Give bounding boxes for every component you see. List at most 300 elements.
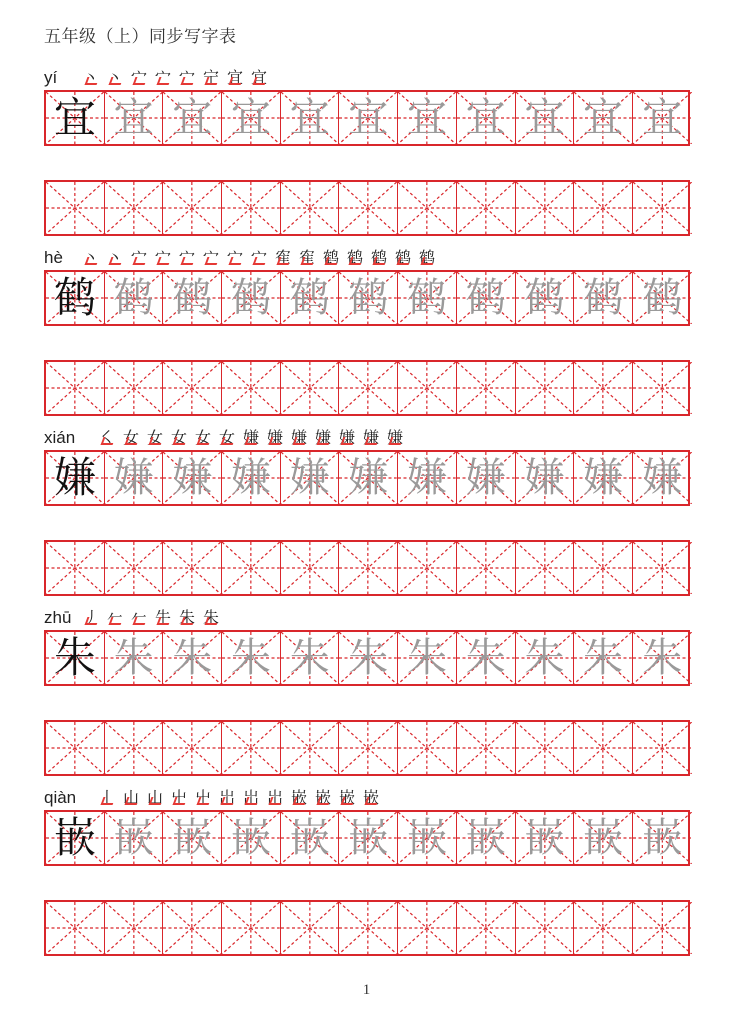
- practice-cell[interactable]: [339, 542, 398, 594]
- stroke-step: 女: [120, 428, 142, 448]
- pinyin-stroke-row: [44, 242, 690, 268]
- stroke-step: 宀: [200, 248, 222, 268]
- mi-grid-guides: [339, 542, 397, 594]
- practice-grid-row: [44, 540, 690, 596]
- model-character-cell[interactable]: [46, 452, 105, 504]
- mi-grid-guides: [163, 902, 221, 954]
- mi-grid-guides: [633, 542, 692, 594]
- tracing-character: 朱: [524, 635, 565, 681]
- mi-grid-guides: [163, 722, 221, 774]
- tracing-cell[interactable]: [574, 92, 633, 144]
- tracing-cell[interactable]: [163, 632, 222, 684]
- practice-cell[interactable]: [281, 902, 340, 954]
- tracing-cell[interactable]: [457, 92, 516, 144]
- tracing-cell[interactable]: [633, 812, 692, 864]
- tracing-cell[interactable]: [105, 632, 164, 684]
- practice-cell[interactable]: [398, 722, 457, 774]
- stroke-step: 嵌: [312, 788, 334, 808]
- tracing-cell[interactable]: [457, 272, 516, 324]
- mi-grid-guides: [281, 902, 339, 954]
- practice-cell[interactable]: [46, 182, 105, 234]
- tracing-character: 宜: [524, 95, 565, 141]
- tracing-cell[interactable]: [105, 92, 164, 144]
- mi-grid-guides: [633, 362, 692, 414]
- stroke-step: 𠂉: [104, 608, 126, 628]
- tracing-cell[interactable]: [574, 452, 633, 504]
- tracing-cell[interactable]: [398, 92, 457, 144]
- pinyin-label: zhū: [44, 608, 72, 627]
- tracing-cell[interactable]: [516, 632, 575, 684]
- practice-cell[interactable]: [633, 902, 692, 954]
- stroke-step: 屮: [192, 788, 214, 808]
- mi-grid-guides: [222, 362, 280, 414]
- tracing-cell[interactable]: [222, 632, 281, 684]
- tracing-grid-row: [44, 90, 690, 146]
- character-block: [44, 242, 690, 416]
- tracing-character: 嫌: [583, 455, 624, 501]
- tracing-character: 宜: [113, 95, 154, 141]
- tracing-character: 鹤: [289, 275, 330, 321]
- stroke-step: 嫌: [360, 428, 382, 448]
- mi-grid-guides: [574, 902, 632, 954]
- tracing-cell[interactable]: [398, 632, 457, 684]
- tracing-character: 嫌: [406, 455, 447, 501]
- stroke-step: 宀: [152, 248, 174, 268]
- model-character: 嵌: [53, 813, 96, 862]
- stroke-step: 丶: [104, 248, 126, 268]
- tracing-character: 朱: [113, 635, 154, 681]
- tracing-character: 鹤: [406, 275, 447, 321]
- practice-cell[interactable]: [281, 182, 340, 234]
- stroke-step: 嫌: [312, 428, 334, 448]
- tracing-character: 鹤: [230, 275, 271, 321]
- mi-grid-guides: [457, 722, 515, 774]
- tracing-cell[interactable]: [633, 272, 692, 324]
- tracing-character: 鹤: [465, 275, 506, 321]
- mi-grid-guides: [398, 362, 456, 414]
- tracing-cell[interactable]: [516, 452, 575, 504]
- tracing-character: 鹤: [583, 275, 624, 321]
- practice-cell[interactable]: [105, 182, 164, 234]
- mi-grid-guides: [516, 362, 574, 414]
- stroke-order-sequence: [80, 248, 438, 268]
- tracing-cell[interactable]: [281, 452, 340, 504]
- stroke-step: 女: [144, 428, 166, 448]
- mi-grid-guides: [163, 542, 221, 594]
- mi-grid-guides: [457, 182, 515, 234]
- pinyin-label: hè: [44, 248, 63, 267]
- tracing-character: 宜: [230, 95, 271, 141]
- tracing-cell[interactable]: [281, 92, 340, 144]
- practice-cell[interactable]: [105, 902, 164, 954]
- tracing-character: 朱: [406, 635, 447, 681]
- tracing-cell[interactable]: [398, 272, 457, 324]
- mi-grid-guides: [457, 542, 515, 594]
- stroke-step: 嫌: [336, 428, 358, 448]
- page-number: 1: [362, 982, 371, 998]
- practice-cell[interactable]: [457, 722, 516, 774]
- tracing-cell[interactable]: [339, 452, 398, 504]
- character-block: [44, 602, 690, 776]
- stroke-step: 朱: [200, 608, 222, 628]
- practice-cell[interactable]: [457, 362, 516, 414]
- stroke-order-sequence: [80, 608, 222, 628]
- tracing-character: 鹤: [524, 275, 565, 321]
- tracing-cell[interactable]: [163, 92, 222, 144]
- stroke-step: 宀: [128, 68, 150, 88]
- practice-cell[interactable]: [46, 722, 105, 774]
- practice-cell[interactable]: [281, 722, 340, 774]
- stroke-step: 宀: [176, 68, 198, 88]
- tracing-character: 嵌: [524, 815, 565, 861]
- mi-grid-guides: [46, 722, 104, 774]
- mi-grid-guides: [574, 182, 632, 234]
- practice-grid-row: [44, 720, 690, 776]
- practice-cell[interactable]: [574, 902, 633, 954]
- model-character-cell[interactable]: [46, 632, 105, 684]
- practice-cell[interactable]: [222, 542, 281, 594]
- pinyin-stroke-row: [44, 422, 690, 448]
- tracing-character: 宜: [465, 95, 506, 141]
- practice-cell[interactable]: [398, 902, 457, 954]
- stroke-step: 隺: [272, 248, 294, 268]
- stroke-step: 鹤: [392, 248, 414, 268]
- character-block: [44, 422, 690, 596]
- model-character: 朱: [53, 633, 96, 682]
- tracing-cell[interactable]: [339, 92, 398, 144]
- mi-grid-guides: [281, 182, 339, 234]
- practice-cell[interactable]: [222, 902, 281, 954]
- practice-cell[interactable]: [633, 362, 692, 414]
- tracing-cell[interactable]: [222, 812, 281, 864]
- tracing-grid-row: [44, 450, 690, 506]
- mi-grid-guides: [339, 902, 397, 954]
- stroke-step: 宜: [248, 68, 270, 88]
- practice-grid-row: [44, 360, 690, 416]
- practice-cell[interactable]: [574, 182, 633, 234]
- practice-cell[interactable]: [105, 722, 164, 774]
- tracing-cell[interactable]: [222, 452, 281, 504]
- practice-cell[interactable]: [516, 902, 575, 954]
- stroke-step: 鹤: [344, 248, 366, 268]
- practice-cell[interactable]: [633, 542, 692, 594]
- mi-grid-guides: [46, 182, 104, 234]
- pinyin-stroke-row: [44, 602, 690, 628]
- mi-grid-guides: [46, 902, 104, 954]
- stroke-step: 鹤: [416, 248, 438, 268]
- tracing-cell[interactable]: [457, 452, 516, 504]
- practice-cell[interactable]: [163, 542, 222, 594]
- stroke-step: 嵌: [336, 788, 358, 808]
- pinyin-label: yí: [44, 68, 58, 87]
- tracing-character: 朱: [583, 635, 624, 681]
- mi-grid-guides: [281, 722, 339, 774]
- practice-cell[interactable]: [633, 722, 692, 774]
- tracing-cell[interactable]: [633, 632, 692, 684]
- mi-grid-guides: [516, 902, 574, 954]
- tracing-character: 嵌: [465, 815, 506, 861]
- stroke-step: 宀: [152, 68, 174, 88]
- tracing-character: 朱: [289, 635, 330, 681]
- model-character: 宜: [53, 93, 96, 142]
- practice-cell[interactable]: [46, 542, 105, 594]
- stroke-step: 山: [120, 788, 142, 808]
- tracing-cell[interactable]: [339, 632, 398, 684]
- tracing-cell[interactable]: [222, 92, 281, 144]
- character-block: [44, 62, 690, 236]
- stroke-step: 丶: [80, 68, 102, 88]
- practice-cell[interactable]: [516, 362, 575, 414]
- practice-cell[interactable]: [339, 902, 398, 954]
- mi-grid-guides: [222, 542, 280, 594]
- tracing-cell[interactable]: [339, 272, 398, 324]
- mi-grid-guides: [105, 182, 163, 234]
- tracing-cell[interactable]: [163, 812, 222, 864]
- tracing-character: 嫌: [230, 455, 271, 501]
- practice-cell[interactable]: [516, 542, 575, 594]
- tracing-character: 嵌: [406, 815, 447, 861]
- pinyin-stroke-row: [44, 62, 690, 88]
- stroke-step: 岀: [216, 788, 238, 808]
- tracing-character: 嫌: [524, 455, 565, 501]
- stroke-step: 嫌: [240, 428, 262, 448]
- tracing-character: 宜: [172, 95, 213, 141]
- mi-grid-guides: [339, 722, 397, 774]
- mi-grid-guides: [633, 722, 692, 774]
- pinyin-label: qiàn: [44, 788, 77, 807]
- mi-grid-guides: [516, 722, 574, 774]
- pinyin-label: xián: [44, 428, 76, 447]
- mi-grid-guides: [105, 542, 163, 594]
- practice-grid-row: [44, 180, 690, 236]
- tracing-character: 朱: [172, 635, 213, 681]
- mi-grid-guides: [398, 722, 456, 774]
- tracing-character: 鹤: [172, 275, 213, 321]
- stroke-order-sequence: [96, 428, 406, 448]
- tracing-cell[interactable]: [222, 272, 281, 324]
- practice-cell[interactable]: [516, 182, 575, 234]
- practice-cell[interactable]: [339, 722, 398, 774]
- practice-cell[interactable]: [105, 362, 164, 414]
- stroke-step: 鹤: [368, 248, 390, 268]
- practice-cell[interactable]: [46, 902, 105, 954]
- mi-grid-guides: [105, 722, 163, 774]
- stroke-step: 女: [216, 428, 238, 448]
- tracing-grid-row: [44, 630, 690, 686]
- tracing-cell[interactable]: [574, 272, 633, 324]
- tracing-character: 朱: [465, 635, 506, 681]
- practice-cell[interactable]: [398, 182, 457, 234]
- tracing-character: 嫌: [465, 455, 506, 501]
- practice-cell[interactable]: [457, 182, 516, 234]
- mi-grid-guides: [574, 362, 632, 414]
- tracing-cell[interactable]: [105, 452, 164, 504]
- tracing-cell[interactable]: [516, 92, 575, 144]
- mi-grid-guides: [516, 182, 574, 234]
- tracing-cell[interactable]: [398, 452, 457, 504]
- tracing-cell[interactable]: [105, 812, 164, 864]
- mi-grid-guides: [457, 362, 515, 414]
- mi-grid-guides: [281, 542, 339, 594]
- practice-cell[interactable]: [46, 362, 105, 414]
- practice-grid-row: [44, 900, 690, 956]
- mi-grid-guides: [281, 362, 339, 414]
- practice-cell[interactable]: [339, 182, 398, 234]
- tracing-character: 宜: [642, 95, 683, 141]
- tracing-character: 嵌: [113, 815, 154, 861]
- tracing-character: 宜: [406, 95, 447, 141]
- stroke-step: 宀: [128, 248, 150, 268]
- practice-cell[interactable]: [163, 362, 222, 414]
- tracing-character: 鹤: [113, 275, 154, 321]
- practice-cell[interactable]: [574, 542, 633, 594]
- tracing-cell[interactable]: [516, 812, 575, 864]
- stroke-step: 丶: [80, 248, 102, 268]
- tracing-character: 嵌: [642, 815, 683, 861]
- stroke-step: 岀: [264, 788, 286, 808]
- stroke-step: 屮: [168, 788, 190, 808]
- tracing-character: 嵌: [230, 815, 271, 861]
- tracing-cell[interactable]: [163, 272, 222, 324]
- tracing-grid-row: [44, 270, 690, 326]
- stroke-step: 宁: [200, 68, 222, 88]
- mi-grid-guides: [457, 902, 515, 954]
- tracing-cell[interactable]: [457, 632, 516, 684]
- mi-grid-guides: [339, 362, 397, 414]
- mi-grid-guides: [633, 902, 692, 954]
- mi-grid-guides: [339, 182, 397, 234]
- tracing-cell[interactable]: [633, 92, 692, 144]
- tracing-cell[interactable]: [339, 812, 398, 864]
- practice-cell[interactable]: [574, 722, 633, 774]
- stroke-step: 女: [168, 428, 190, 448]
- stroke-step: 隺: [296, 248, 318, 268]
- stroke-step: 𠂉: [128, 608, 150, 628]
- model-character: 嫌: [53, 453, 96, 502]
- tracing-character: 嵌: [172, 815, 213, 861]
- tracing-character: 嵌: [348, 815, 389, 861]
- worksheet-title: 五年级（上）同步写字表: [44, 27, 237, 47]
- tracing-cell[interactable]: [281, 632, 340, 684]
- tracing-character: 宜: [583, 95, 624, 141]
- mi-grid-guides: [398, 182, 456, 234]
- model-character-cell[interactable]: [46, 272, 105, 324]
- tracing-character: 嫌: [348, 455, 389, 501]
- mi-grid-guides: [398, 542, 456, 594]
- stroke-step: ㇛: [96, 428, 118, 448]
- practice-cell[interactable]: [163, 902, 222, 954]
- practice-cell[interactable]: [457, 542, 516, 594]
- stroke-step: 宜: [224, 68, 246, 88]
- practice-cell[interactable]: [339, 362, 398, 414]
- model-character-cell[interactable]: [46, 92, 105, 144]
- tracing-cell[interactable]: [633, 452, 692, 504]
- mi-grid-guides: [574, 722, 632, 774]
- tracing-character: 朱: [348, 635, 389, 681]
- tracing-character: 朱: [642, 635, 683, 681]
- stroke-step: 嵌: [288, 788, 310, 808]
- stroke-step: 丨: [96, 788, 118, 808]
- tracing-cell[interactable]: [574, 632, 633, 684]
- practice-cell[interactable]: [163, 182, 222, 234]
- mi-grid-guides: [222, 182, 280, 234]
- stroke-step: 嫌: [288, 428, 310, 448]
- practice-cell[interactable]: [574, 362, 633, 414]
- practice-cell[interactable]: [222, 722, 281, 774]
- mi-grid-guides: [574, 542, 632, 594]
- tracing-character: 宜: [348, 95, 389, 141]
- model-character-cell[interactable]: [46, 812, 105, 864]
- stroke-step: 嫌: [264, 428, 286, 448]
- mi-grid-guides: [163, 182, 221, 234]
- stroke-step: 嫌: [384, 428, 406, 448]
- stroke-order-sequence: [96, 788, 382, 808]
- stroke-step: 宀: [248, 248, 270, 268]
- mi-grid-guides: [105, 902, 163, 954]
- practice-cell[interactable]: [105, 542, 164, 594]
- model-character: 鹤: [53, 273, 96, 322]
- practice-cell[interactable]: [281, 542, 340, 594]
- mi-grid-guides: [633, 182, 692, 234]
- tracing-cell[interactable]: [163, 452, 222, 504]
- practice-cell[interactable]: [222, 362, 281, 414]
- stroke-step: 丿: [80, 608, 102, 628]
- stroke-step: 鹤: [320, 248, 342, 268]
- stroke-step: 牛: [152, 608, 174, 628]
- tracing-character: 嫌: [172, 455, 213, 501]
- mi-grid-guides: [222, 722, 280, 774]
- tracing-cell[interactable]: [398, 812, 457, 864]
- character-block: [44, 782, 690, 956]
- mi-grid-guides: [105, 362, 163, 414]
- tracing-character: 嵌: [289, 815, 330, 861]
- tracing-cell[interactable]: [574, 812, 633, 864]
- pinyin-stroke-row: [44, 782, 690, 808]
- tracing-character: 宜: [289, 95, 330, 141]
- practice-cell[interactable]: [281, 362, 340, 414]
- stroke-step: 女: [192, 428, 214, 448]
- mi-grid-guides: [398, 902, 456, 954]
- tracing-character: 嫌: [289, 455, 330, 501]
- tracing-character: 嫌: [113, 455, 154, 501]
- stroke-step: 丶: [104, 68, 126, 88]
- tracing-character: 嫌: [642, 455, 683, 501]
- mi-grid-guides: [163, 362, 221, 414]
- stroke-step: 宀: [224, 248, 246, 268]
- practice-cell[interactable]: [457, 902, 516, 954]
- stroke-step: 宀: [176, 248, 198, 268]
- practice-cell[interactable]: [163, 722, 222, 774]
- stroke-step: 岀: [240, 788, 262, 808]
- practice-cell[interactable]: [398, 362, 457, 414]
- stroke-step: 山: [144, 788, 166, 808]
- tracing-cell[interactable]: [105, 272, 164, 324]
- practice-cell[interactable]: [633, 182, 692, 234]
- mi-grid-guides: [46, 542, 104, 594]
- tracing-character: 鹤: [348, 275, 389, 321]
- practice-cell[interactable]: [398, 542, 457, 594]
- mi-grid-guides: [46, 362, 104, 414]
- tracing-cell[interactable]: [516, 272, 575, 324]
- tracing-cell[interactable]: [281, 272, 340, 324]
- tracing-cell[interactable]: [457, 812, 516, 864]
- tracing-character: 朱: [230, 635, 271, 681]
- practice-cell[interactable]: [516, 722, 575, 774]
- mi-grid-guides: [222, 902, 280, 954]
- mi-grid-guides: [516, 542, 574, 594]
- tracing-cell[interactable]: [281, 812, 340, 864]
- practice-cell[interactable]: [222, 182, 281, 234]
